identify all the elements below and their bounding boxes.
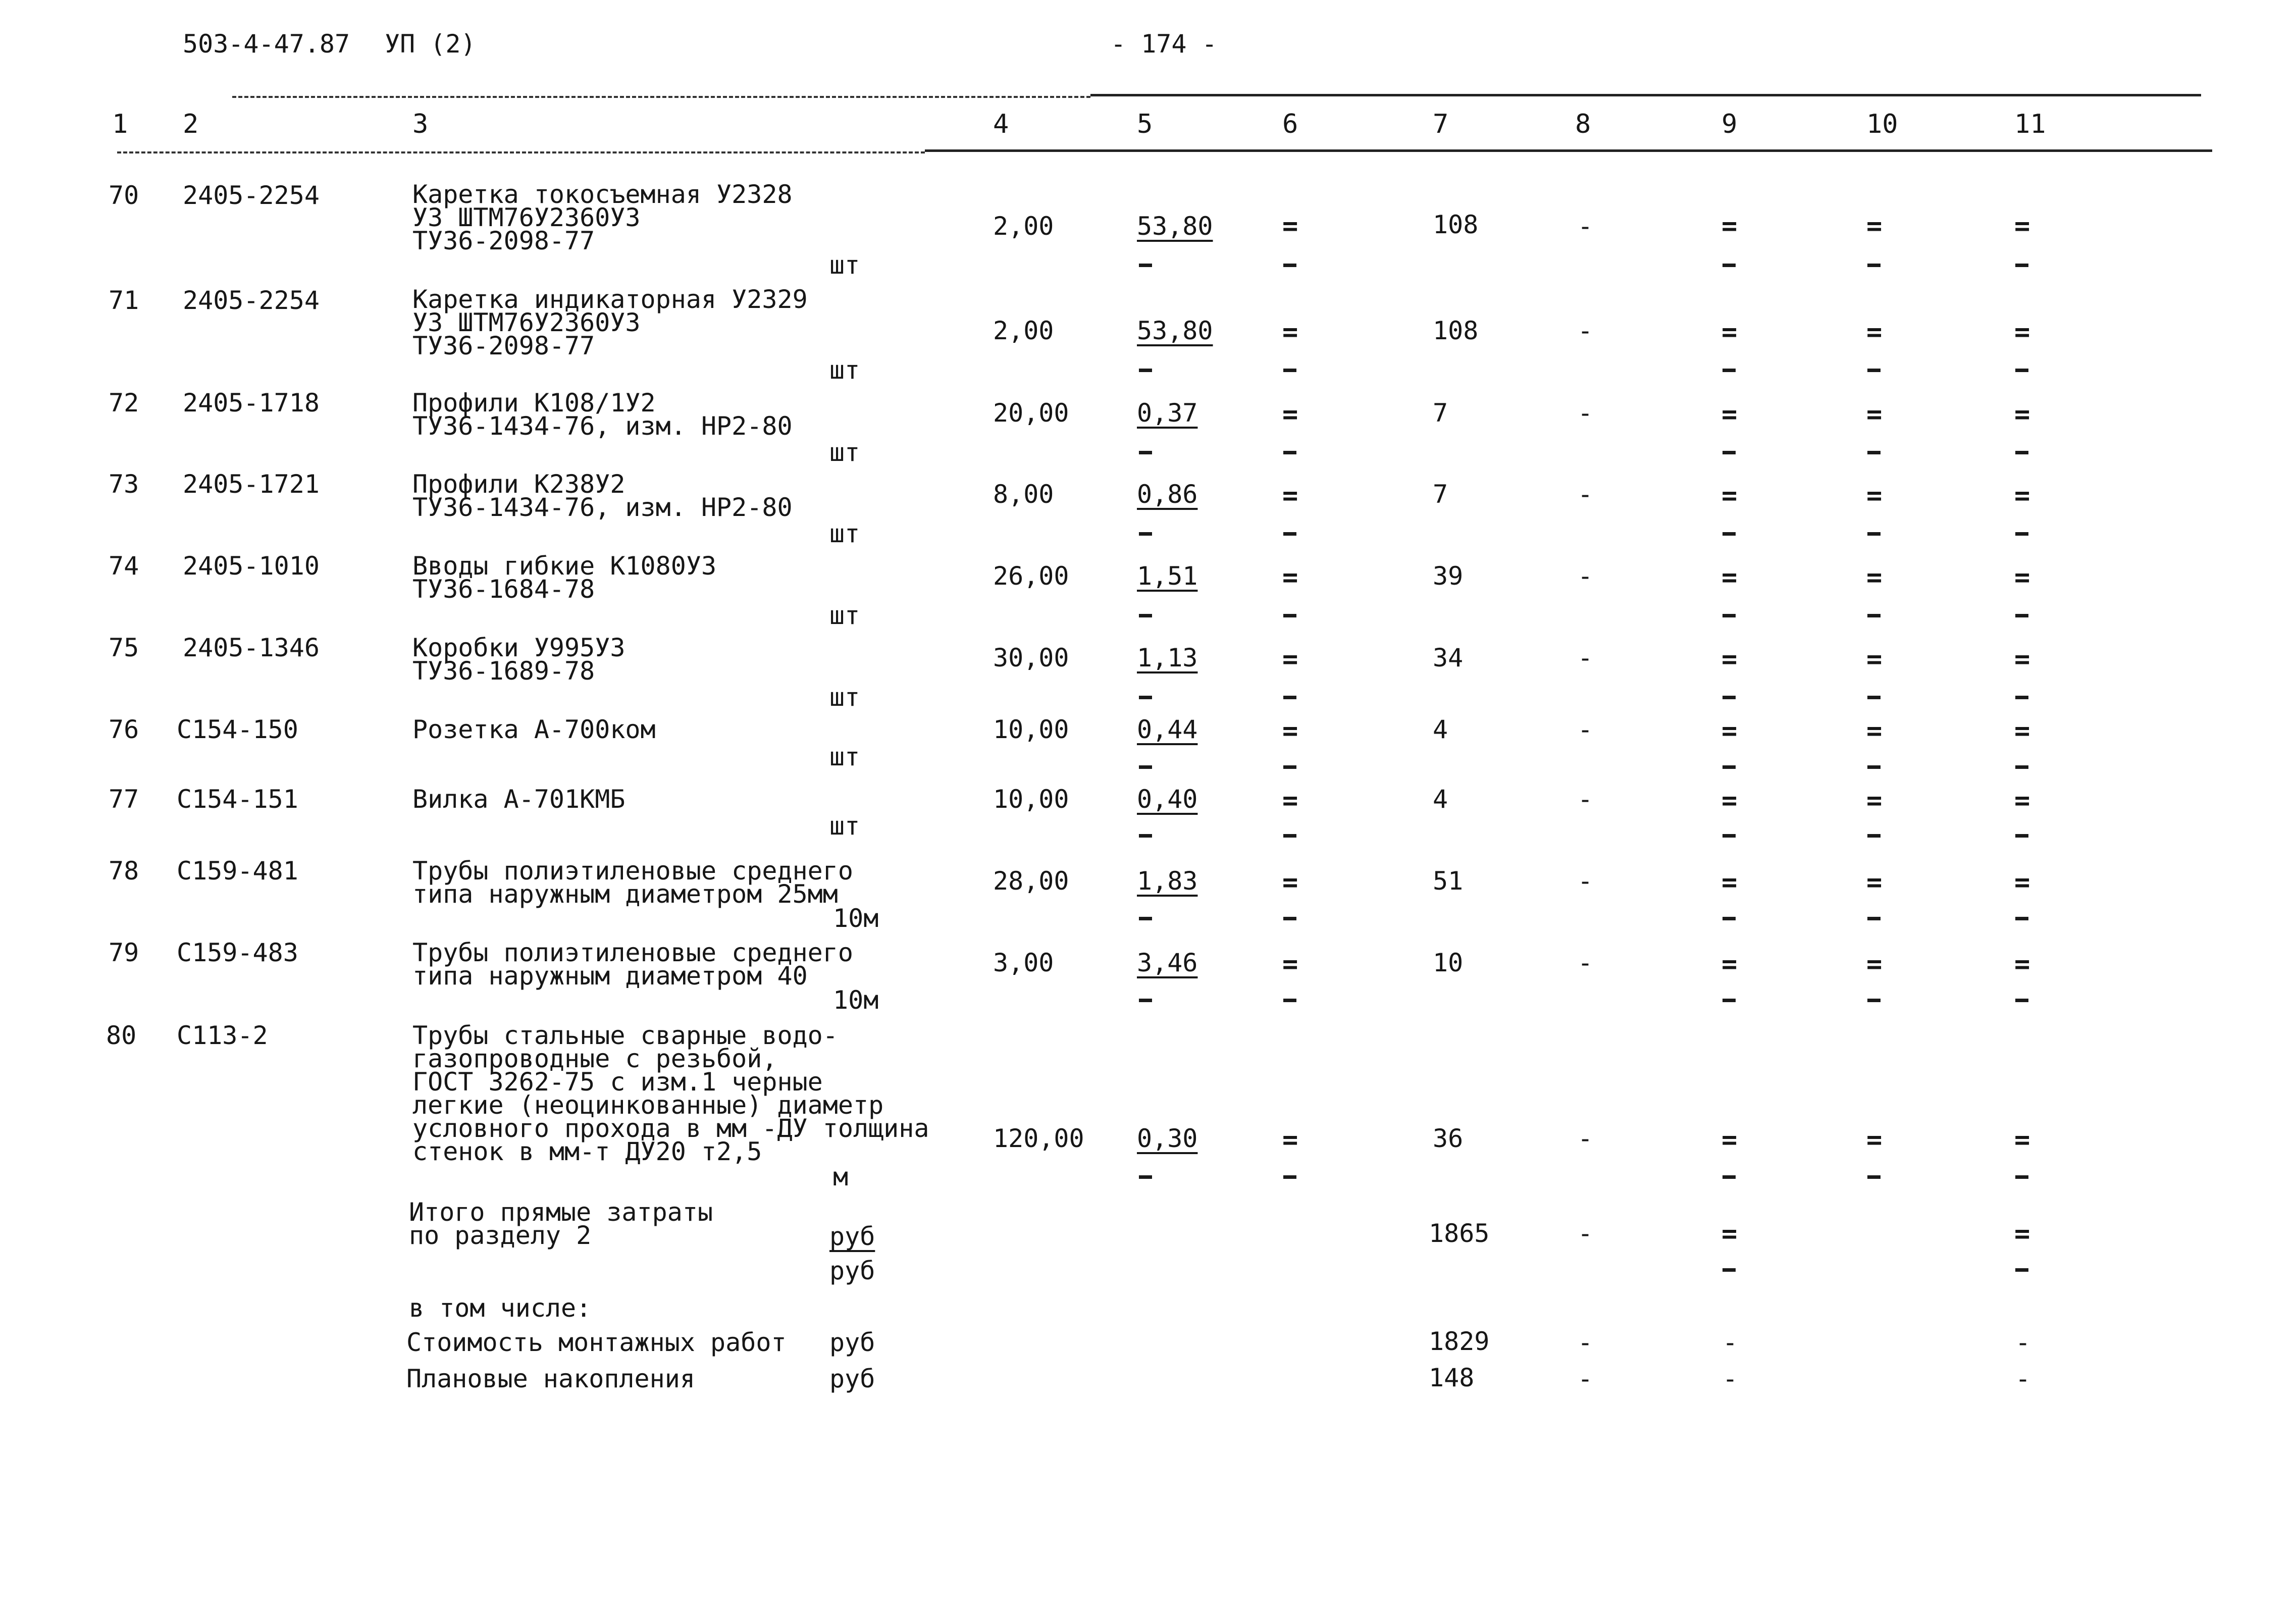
ditto-mark: = [1866,317,1881,347]
dash-mark [1723,834,1736,838]
row-code: С113-2 [177,1021,268,1050]
dash-mark [1283,1175,1296,1179]
dash-mark [1867,765,1881,769]
ditto-mark: = [1721,867,1736,898]
row-name-line: ТУ36-1689-78 [412,656,595,686]
summary-unit: руб [829,1256,875,1285]
ditto-mark: = [1866,211,1881,241]
ditto-mark: = [2014,317,2028,347]
dash-mark [1283,834,1296,838]
row-name-line: Трубы стальные сварные водо- [412,1021,838,1050]
row-code: С154-151 [177,785,298,814]
ditto-mark: = [1721,1219,1736,1249]
album-label: УП (2) [385,29,476,59]
row-num: 74 [109,551,139,581]
header-rule-left [117,151,925,153]
row-name-line: ГОСТ 3262-75 с изм.1 черные [412,1067,823,1097]
dash-mark [1283,696,1296,699]
ditto-mark: = [1721,317,1736,347]
row-total: 7 [1433,480,1448,509]
row-name-line: ТУ36-1434-76, изм. НР2-80 [412,493,793,522]
summary-col8: - [1578,1219,1593,1248]
ditto-mark: = [1282,786,1296,816]
summary-label-line: Итого прямые затраты [409,1198,713,1227]
dash-mark [1867,369,1881,372]
row-code: 2405-1346 [183,633,320,662]
row-name-line: стенок в мм-т ДУ20 т2,5 [412,1137,762,1166]
col-header-7: 7 [1433,109,1449,139]
row-num: 72 [109,388,139,418]
ditto-mark: = [1866,481,1881,511]
row-price: 53,80 [1137,316,1213,345]
dash-mark [1283,765,1296,769]
summary-col11: - [2015,1364,2031,1393]
row-unit: шт [829,355,860,385]
row-col8: - [1578,643,1593,672]
row-col8: - [1578,212,1593,241]
row-total: 39 [1433,561,1464,591]
summary-col8: - [1578,1328,1593,1357]
row-unit: шт [829,601,860,630]
dash-mark [2015,369,2028,372]
dash-mark [1867,451,1881,454]
dash-mark [1723,614,1736,617]
dash-mark [1723,696,1736,699]
row-name-line: Трубы полиэтиленовые среднего [412,938,853,967]
row-unit: м [833,1162,849,1191]
top-rule-right [1090,94,2201,96]
ditto-mark: = [1282,211,1296,241]
ditto-mark: = [1866,644,1881,674]
dash-mark [1139,532,1152,536]
row-col8: - [1578,785,1593,814]
row-total: 51 [1433,866,1464,896]
ditto-mark: = [1721,1125,1736,1155]
ditto-mark: = [1282,644,1296,674]
dash-mark [2015,532,2028,536]
row-unit: шт [829,519,860,548]
dash-mark [1867,696,1881,699]
row-name-line: Коробки У995УЗ [412,633,625,662]
ditto-mark: = [1721,949,1736,979]
row-unit: шт [829,742,860,771]
row-qty: 10,00 [993,785,1069,814]
row-unit: шт [829,250,860,280]
col-header-5: 5 [1137,109,1153,139]
row-price: 0,37 [1137,398,1198,428]
row-name-line: условного прохода в мм -ДУ толщина [412,1114,929,1143]
ditto-mark: = [1282,867,1296,898]
ditto-mark: = [1282,399,1296,430]
dash-mark [1867,532,1881,536]
dash-mark [1867,917,1881,920]
dash-mark [2015,999,2028,1002]
row-total: 10 [1433,948,1464,977]
ditto-mark: = [2014,716,2028,746]
ditto-mark: = [1866,949,1881,979]
dash-mark [1139,614,1152,617]
ditto-mark: = [2014,562,2028,593]
row-num: 79 [109,938,139,967]
dash-mark [2015,264,2028,267]
ditto-mark: = [1282,317,1296,347]
row-total: 36 [1433,1124,1464,1153]
row-name-line: Каретка индикаторная У2329 [412,285,808,314]
row-price: 0,44 [1137,715,1198,744]
dash-mark [1723,765,1736,769]
including-label: в том числе: [409,1293,592,1323]
row-unit: шт [829,438,860,467]
summary-total: 148 [1429,1363,1475,1392]
row-total: 4 [1433,785,1448,814]
ditto-mark: = [1866,399,1881,430]
row-price: 53,80 [1137,212,1213,241]
row-num: 80 [106,1021,137,1050]
summary-label: Стоимость монтажных работ [406,1328,787,1357]
summary-col9: - [1723,1328,1738,1357]
row-name-line: Профили К108/1У2 [412,388,656,418]
row-price: 0,86 [1137,480,1198,509]
row-num: 75 [109,633,139,662]
dash-mark [1139,765,1152,769]
summary-unit: руб [829,1328,875,1357]
row-num: 70 [109,181,139,210]
dash-mark [1867,1175,1881,1179]
top-rule-left [232,96,1090,98]
row-code: 2405-2254 [183,181,320,210]
dash-mark [1723,999,1736,1002]
dash-mark [1723,264,1736,267]
row-col8: - [1578,480,1593,509]
dash-mark [1723,532,1736,536]
ditto-mark: = [2014,867,2028,898]
dash-mark [2015,1175,2028,1179]
col-header-9: 9 [1721,109,1738,139]
ditto-mark: = [2014,644,2028,674]
row-col8: - [1578,715,1593,744]
row-num: 77 [109,785,139,814]
dash-mark [1723,1268,1736,1272]
row-name-line: Трубы полиэтиленовые среднего [412,856,853,886]
row-qty: 2,00 [993,212,1054,241]
row-num: 78 [109,856,139,886]
header-rule-right [925,149,2212,152]
dash-mark [1139,264,1152,267]
row-name-line: легкие (неоцинкованные) диаметр [412,1090,884,1120]
ditto-mark: = [2014,1125,2028,1155]
summary-total: 1865 [1429,1219,1490,1248]
dash-mark [2015,614,2028,617]
row-col8: - [1578,398,1593,428]
summary-unit: руб [829,1364,875,1393]
row-name-line: Каретка токосъемная У2328 [412,180,793,209]
row-unit: 10м [833,904,879,933]
ditto-mark: = [2014,949,2028,979]
row-price: 1,83 [1137,866,1198,896]
row-name-line: ТУ36-1684-78 [412,575,595,604]
col-header-6: 6 [1282,109,1298,139]
ditto-mark: = [1282,481,1296,511]
dash-mark [1723,369,1736,372]
page-number: - 174 - [1111,29,1217,59]
dash-mark [2015,917,2028,920]
row-code: С159-481 [177,856,298,886]
row-col8: - [1578,1124,1593,1153]
summary-col9: - [1723,1364,1738,1393]
ditto-mark: = [1721,644,1736,674]
row-name-line: Профили К238У2 [412,470,625,499]
col-header-11: 11 [2014,109,2046,139]
row-qty: 120,00 [993,1124,1084,1153]
dash-mark [2015,834,2028,838]
dash-mark [1867,264,1881,267]
dash-mark [1283,532,1296,536]
row-qty: 28,00 [993,866,1069,896]
dash-mark [2015,1268,2028,1272]
dash-mark [1867,834,1881,838]
dash-mark [2015,451,2028,454]
dash-mark [1139,451,1152,454]
row-name-line: УЗ ШТМ76У2360УЗ [412,203,641,232]
dash-mark [1139,834,1152,838]
row-col8: - [1578,866,1593,896]
row-qty: 3,00 [993,948,1054,977]
summary-label-line: по разделу 2 [409,1221,592,1250]
row-name-line: Вводы гибкие К1080УЗ [412,551,717,581]
ditto-mark: = [1866,1125,1881,1155]
dash-mark [2015,765,2028,769]
ditto-mark: = [1866,867,1881,898]
row-qty: 2,00 [993,316,1054,345]
row-name-line: Вилка А-701КМБ [412,785,625,814]
doc-code: 503-4-47.87 [183,29,350,59]
row-name-line: Розетка А-700ком [412,715,656,744]
row-unit: 10м [833,985,879,1015]
ditto-mark: = [1721,211,1736,241]
row-name-line: газопроводные с резьбой, [412,1044,777,1073]
summary-unit: руб [829,1222,875,1251]
dash-mark [1139,1175,1152,1179]
row-code: 2405-2254 [183,286,320,315]
ditto-mark: = [1866,716,1881,746]
row-price: 0,30 [1137,1124,1198,1153]
ditto-mark: = [1866,786,1881,816]
summary-total: 1829 [1429,1327,1490,1356]
summary-col11: - [2015,1328,2031,1357]
dash-mark [1283,369,1296,372]
row-price: 1,13 [1137,643,1198,672]
row-total: 4 [1433,715,1448,744]
col-header-10: 10 [1866,109,1898,139]
dash-mark [1139,369,1152,372]
ditto-mark: = [1721,481,1736,511]
dash-mark [1283,614,1296,617]
row-code: С159-483 [177,938,298,967]
col-header-3: 3 [412,109,429,139]
ditto-mark: = [2014,211,2028,241]
col-header-2: 2 [183,109,199,139]
ditto-mark: = [1282,1125,1296,1155]
ditto-mark: = [2014,786,2028,816]
row-col8: - [1578,316,1593,345]
row-code: 2405-1010 [183,551,320,581]
row-name-line: типа наружным диаметром 40 [412,961,808,991]
ditto-mark: = [2014,399,2028,430]
row-col8: - [1578,948,1593,977]
row-price: 3,46 [1137,948,1198,977]
dash-mark [1139,999,1152,1002]
dash-mark [1283,264,1296,267]
row-num: 73 [109,470,139,499]
row-qty: 10,00 [993,715,1069,744]
ditto-mark: = [1282,716,1296,746]
row-name-line: ТУ36-2098-77 [412,226,595,255]
summary-col8: - [1578,1364,1593,1393]
row-col8: - [1578,561,1593,591]
ditto-mark: = [2014,481,2028,511]
row-price: 0,40 [1137,785,1198,814]
row-total: 108 [1433,316,1479,345]
ditto-mark: = [1721,399,1736,430]
ditto-mark: = [1282,949,1296,979]
row-qty: 8,00 [993,480,1054,509]
dash-mark [1867,614,1881,617]
row-num: 71 [109,286,139,315]
ditto-mark: = [1721,562,1736,593]
ditto-mark: = [1282,562,1296,593]
row-total: 34 [1433,643,1464,672]
row-name-line: ТУ36-2098-77 [412,331,595,360]
row-total: 7 [1433,398,1448,428]
row-unit: шт [829,683,860,712]
row-name-line: ТУ36-1434-76, изм. НР2-80 [412,411,793,441]
row-code: С154-150 [177,715,298,744]
row-name-line: УЗ ШТМ76У2360УЗ [412,308,641,337]
row-num: 76 [109,715,139,744]
col-header-8: 8 [1575,109,1591,139]
ditto-mark: = [1866,562,1881,593]
row-qty: 20,00 [993,398,1069,428]
dash-mark [1723,917,1736,920]
row-qty: 26,00 [993,561,1069,591]
dash-mark [2015,696,2028,699]
dash-mark [1139,696,1152,699]
dash-mark [1867,999,1881,1002]
summary-label: Плановые накопления [406,1364,695,1393]
dash-mark [1723,451,1736,454]
col-header-1: 1 [112,109,128,139]
ditto-mark: = [1721,716,1736,746]
dash-mark [1283,999,1296,1002]
dash-mark [1139,917,1152,920]
row-unit: шт [829,811,860,841]
row-total: 108 [1433,210,1479,239]
dash-mark [1283,917,1296,920]
dash-mark [1723,1175,1736,1179]
dash-mark [1283,451,1296,454]
ditto-mark: = [1721,786,1736,816]
ditto-mark: = [2014,1219,2028,1249]
row-qty: 30,00 [993,643,1069,672]
row-name-line: типа наружным диаметром 25мм [412,879,838,909]
col-header-4: 4 [993,109,1009,139]
row-code: 2405-1721 [183,470,320,499]
row-code: 2405-1718 [183,388,320,418]
row-price: 1,51 [1137,561,1198,591]
